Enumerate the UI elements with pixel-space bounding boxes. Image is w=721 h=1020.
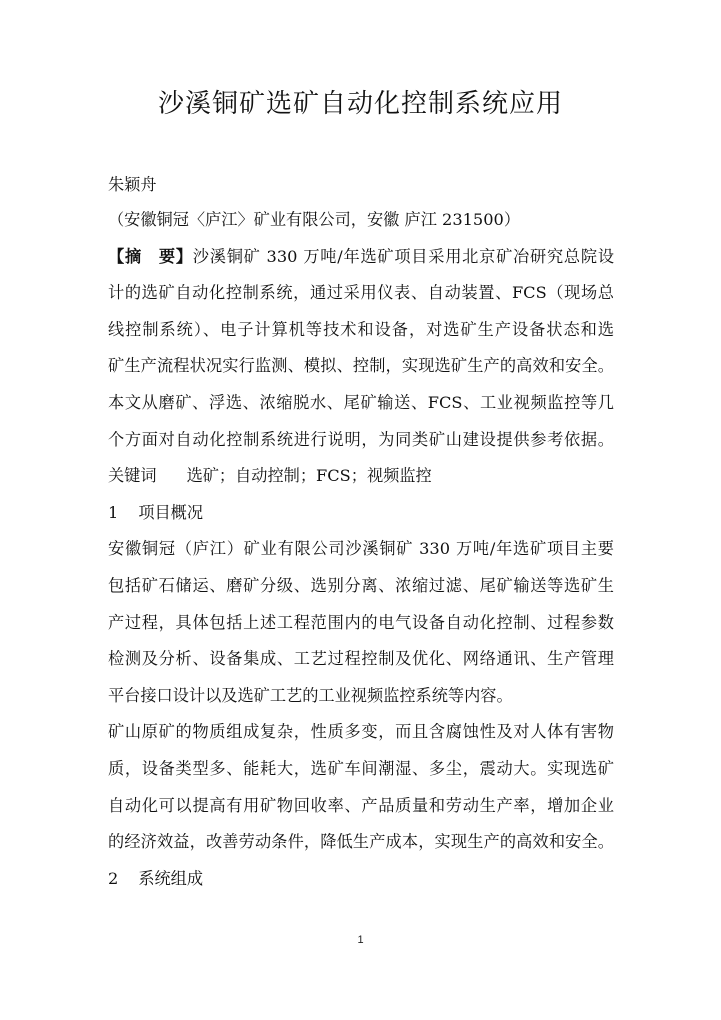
paragraph-1-line-1: 安徽铜冠（庐江）矿业有限公司沙溪铜矿 330 万吨/年选矿项目主要 — [108, 539, 614, 559]
page-number: 1 — [357, 934, 364, 946]
abstract-text: 沙溪铜矿 330 万吨/年选矿项目采用北京矿冶研究总院设 — [192, 246, 615, 266]
section-heading-1 — [108, 495, 614, 532]
section-title: 系统组成 — [138, 868, 204, 888]
paragraph-2-line-1: 矿山原矿的物质组成复杂，性质多变，而且含腐蚀性及对人体有害物 — [108, 722, 614, 742]
paragraph-2-line-4: 的经济效益，改善劳动条件，降低生产成本，实现生产的高效和安全。 — [108, 832, 614, 852]
section-number: 1 — [108, 502, 119, 522]
document-title: 沙溪铜矿选矿自动化控制系统应用 — [157, 89, 563, 119]
abstract-label: 【摘 要】 — [108, 246, 193, 266]
abstract-line-6: 个方面对自动化控制系统进行说明，为同类矿山建设提供参考依据。 — [108, 429, 614, 449]
abstract-line-4: 矿生产流程状况实行监测、模拟、控制，实现选矿生产的高效和安全。 — [108, 356, 614, 376]
paragraph-1-line-2: 包括矿石储运、磨矿分级、选别分离、浓缩过滤、尾矿输送等选矿生 — [108, 575, 614, 595]
document-body — [108, 168, 614, 897]
keywords-value: 选矿；自动控制；FCS；视频监控 — [186, 466, 432, 486]
keywords-line — [108, 458, 614, 495]
abstract-line-2: 计的选矿自动化控制系统，通过采用仪表、自动装置、FCS（现场总 — [108, 283, 614, 303]
section-number: 2 — [108, 868, 119, 888]
affiliation: （安徽铜冠〈庐江〉矿业有限公司，安徽 庐江 231500） — [108, 210, 521, 229]
paragraph-2-line-3: 自动化可以提高有用矿物回收率、产品质量和劳动生产率，增加企业 — [108, 795, 614, 815]
section-title: 项目概况 — [138, 502, 204, 522]
abstract-line-3: 线控制系统）、电子计算机等技术和设备，对选矿生产设备状态和选 — [108, 319, 614, 339]
paragraph-2-line-2: 质，设备类型多、能耗大，选矿车间潮湿、多尘，震动大。实现选矿 — [108, 758, 614, 778]
author-name: 朱颖舟 — [108, 175, 157, 194]
section-heading-2 — [108, 861, 614, 898]
paragraph-1-line-5: 平台接口设计以及选矿工艺的工业视频监控系统等内容。 — [108, 685, 513, 705]
paragraph-1-line-3: 产过程，具体包括上述工程范围内的电气设备自动化控制、过程参数 — [108, 612, 614, 632]
paragraph-1-line-4: 检测及分析、设备集成、工艺过程控制及优化、网络通讯、生产管理 — [108, 649, 614, 669]
abstract-line-5: 本文从磨矿、浮选、浓缩脱水、尾矿输送、FCS、工业视频监控等几 — [108, 392, 614, 412]
abstract-line-1 — [108, 239, 614, 276]
keywords-label: 关键词 — [108, 466, 157, 486]
